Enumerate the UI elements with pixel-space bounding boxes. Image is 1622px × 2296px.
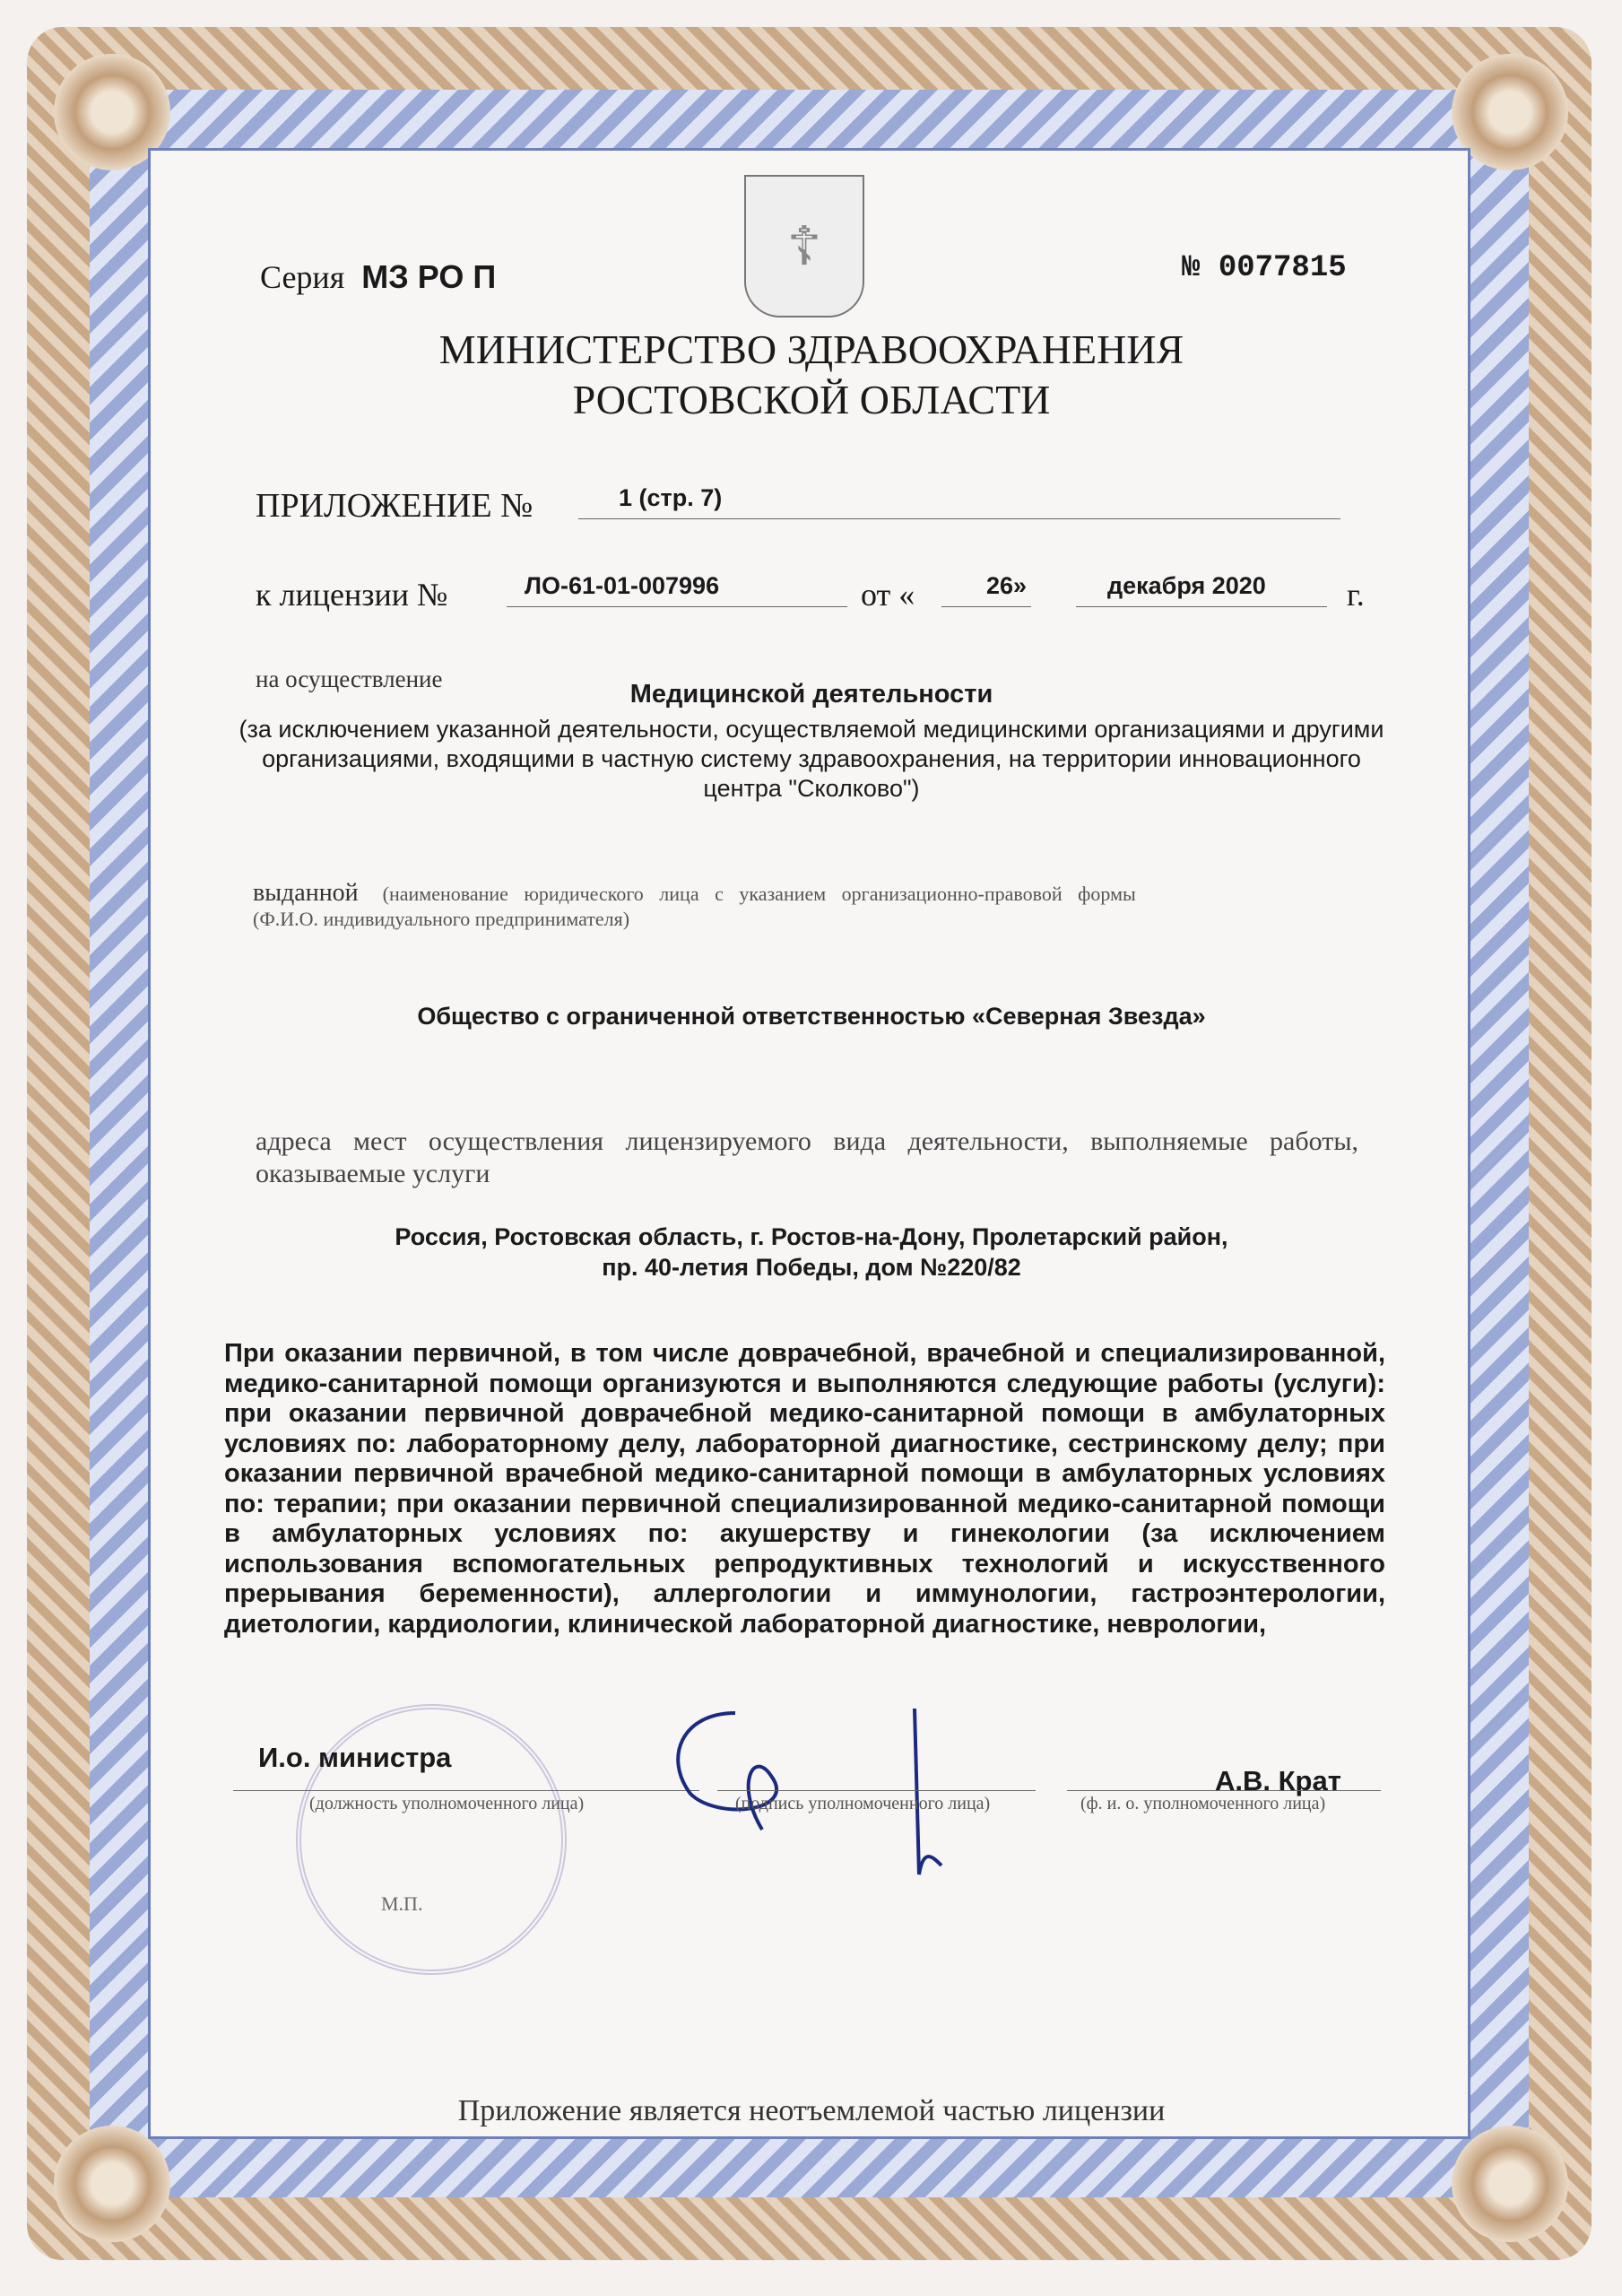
from-label: от « — [861, 577, 915, 613]
coat-of-arms-emblem: ☦ — [744, 175, 864, 317]
activity-note: (за исключением указанной деятельности, осуществляемой медицинскими организациями и другими организациями, входящими в частную систему здравоохранения, на территории инновационного центра "Сколково") — [239, 716, 1384, 802]
signature-hint: (подпись уполномоченного лица) — [735, 1794, 991, 1813]
issued-hint-2: (Ф.И.О. индивидуального предпринимателя) — [253, 908, 630, 930]
day-close: » — [1013, 572, 1028, 599]
license-label: к лицензии № — [256, 577, 448, 613]
page-title — [152, 325, 1470, 425]
title-line-2: РОСТОВСКОЙ ОБЛАСТИ — [572, 377, 1051, 422]
signatory-name: А.В. Крат — [1215, 1765, 1341, 1796]
day-underline — [941, 606, 1031, 607]
seal-label: М.П. — [381, 1892, 423, 1915]
corner-rosette — [1452, 2126, 1568, 2242]
services-list: При оказании первичной, в том числе доврачебной, врачебной и специализированной, медико-санитарной помощи организуются и выполняются следующие работы (услуги): при оказании первичной доврачебной медико-санитарной помощи в амбулаторных условиях по: лабораторному делу, лабораторной диагностике, сестринскому делу; при оказании первичной врачебной медико-санитарной помощи в амбулаторных условиях по: терапии; при оказании первичной специализированной медико-санитарной помощи в амбулаторных условиях по: акушерству и гинекологии (за исключением использования вспомогательных репродуктивных технологий и искусственного прерывания беременности), аллергологии и иммунологии, гастроэнтерологии, диетологии, кардиологии, клинической лабораторной диагностике, неврологии, — [224, 1339, 1385, 1639]
form-number — [1182, 251, 1347, 285]
date-underline — [1076, 606, 1327, 607]
year-suffix: г. — [1347, 577, 1365, 613]
day-value: 26 — [986, 572, 1014, 599]
address-value — [152, 1222, 1470, 1283]
issued-block — [253, 879, 1365, 931]
activity-label: на осуществление — [256, 665, 443, 692]
series-value: МЗ РО П — [361, 258, 497, 295]
signature-underline — [717, 1790, 1036, 1791]
appendix-underline — [578, 518, 1340, 519]
position-underline — [233, 1790, 699, 1791]
license-number: ЛО-61-01-007996 — [525, 572, 720, 599]
activity-title: Медицинской деятельности — [629, 680, 993, 709]
appendix-label: ПРИЛОЖЕНИЕ № — [256, 487, 533, 525]
issued-hint-1: (наименование юридического лица с указанием организационно-правовой формы — [382, 883, 1136, 905]
footer-note: Приложение является неотъемлемой частью лицензии — [457, 2094, 1166, 2127]
series-label: Серия — [260, 259, 345, 295]
number-value: 0077815 — [1218, 251, 1347, 285]
license-underline — [507, 606, 847, 607]
name-hint: (ф. и. о. уполномоченного лица) — [1080, 1794, 1326, 1813]
number-label: № — [1182, 251, 1201, 285]
license-day — [986, 572, 1027, 600]
signatory-position: И.о. министра — [258, 1742, 452, 1773]
address-label: адреса мест осуществления лицензируемого вида деятельности, выполняемые работы, оказываемые услуги — [256, 1126, 1358, 1188]
name-underline — [1067, 1790, 1381, 1791]
corner-rosette — [54, 2126, 170, 2242]
title-line-1: МИНИСТЕРСТВО ЗДРАВООХРАНЕНИЯ — [438, 326, 1184, 372]
appendix-number: 1 (стр. 7) — [619, 484, 723, 511]
address-line-1: Россия, Ростовская область, г. Ростов-на-Дону, Пролетарский район, — [395, 1223, 1228, 1250]
licensee-name: Общество с ограниченной ответственностью «Северная Звезда» — [417, 1003, 1206, 1030]
license-month-year: декабря 2020 — [1107, 572, 1266, 599]
issued-label: выданной — [253, 879, 359, 907]
address-line-2: пр. 40-летия Победы, дом №220/82 — [602, 1254, 1021, 1281]
position-hint: (должность уполномоченного лица) — [309, 1794, 585, 1813]
series — [260, 258, 496, 296]
